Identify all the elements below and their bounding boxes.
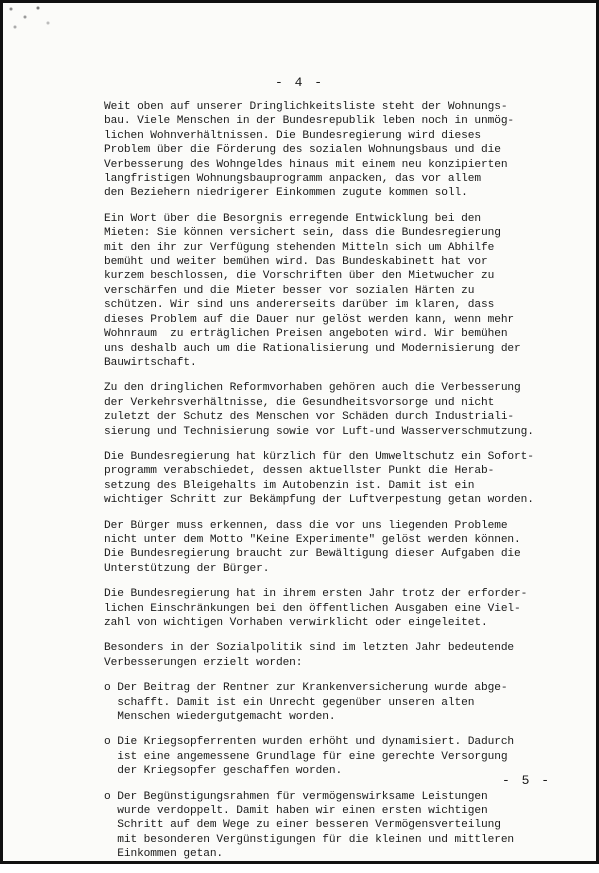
next-page-number: - 5 - [501, 773, 551, 788]
scan-noise [3, 3, 63, 43]
paragraph-housing: Weit oben auf unserer Dringlichkeitsliste steht der Wohnungs- bau. Viele Menschen in der Bundesrepublik leben noch in unmög- lichen Wohnverhältnissen. Die Bundesregierung wird dieses Problem über die Förderung des sozialen Wohnungsbaus und die Verbesserung des Wohngeldes hinaus mit einem neu konzipierten langfristigen Wohnungsbauprogramm anpacken, das vor allem den Beziehern niedrigerer Einkommen zugute kommen soll. [104, 101, 515, 200]
bullet-item-war-victims: o Die Kriegsopferrenten wurden erhöht und dynamisiert. Dadurch ist eine angemessene Grundlage für eine gerechte Versorgung der Kriegsopfer geschaffen worden. [104, 736, 515, 778]
paragraph-rents: Ein Wort über die Besorgnis erregende Entwicklung bei den Mieten: Sie können versichert sein, dass die Bundesregierung mit den ihr zur Verfügung stehenden Mitteln sich um Abhilfe bemüht und weiter bemühen wird. Das Bundeskabinett hat vor kurzem beschlossen, die Vorschriften über den Mietwucher zu verschärfen und die Mieter besser vor sozialen Härten zu schützen. Wir sind uns andererseits darüber im klaren, dass dieses Problem auf die Dauer nur gelöst werden kann, wenn mehr Wohnraum zu erträglichen Preisen angeboten wird. Wir bemühen uns deshalb auch um die Rationalisierung und Modernisierung der Bauwirtschaft. [104, 212, 521, 369]
bullet-item-pension-contribution: o Der Beitrag der Rentner zur Krankenversicherung wurde abge- schafft. Damit ist ein Unrecht gegenüber unseren alten Menschen wiedergutgemacht worden. [104, 682, 508, 724]
paragraph-social-policy: Besonders in der Sozialpolitik sind im letzten Jahr bedeutende Verbesserungen erzielt worden: [104, 642, 515, 669]
page-number: - 4 - [274, 75, 324, 90]
paragraph-first-year: Die Bundesregierung hat in ihrem ersten Jahr trotz der erforder- lichen Einschränkungen bei den öffentlichen Ausgaben eine Viel- zahl von wichtigen Vorhaben verwirklicht oder eingeleitet. [104, 588, 528, 629]
bullet-item-asset-formation: o Der Begünstigungsrahmen für vermögenswirksame Leistungen wurde verdoppelt. Damit haben wir einen ersten wichtigen Schritt auf dem Wege zu einer besseren Vermögensverteilung mit besonderen Vergünstigungen für die kleinen und mittleren Einkommen getan. [104, 790, 515, 861]
paragraph-citizens: Der Bürger muss erkennen, dass die vor uns liegenden Probleme nicht unter dem Motto "Keine Experimente" gelöst werden können. Die Bundesregierung braucht zur Bewältigung dieser Aufgaben die Unterstützung der Bürger. [104, 519, 521, 575]
document-body [104, 100, 574, 873]
paragraph-environment: Die Bundesregierung hat kürzlich für den Umweltschutz ein Sofort- programm verabschiedet, dessen aktuellster Punkt die Herab- setzung des Bleigehalts im Autobenzin ist. Damit ist ein wichtiger Schritt zur Bekämpfung der Luftverpestung getan worden. [104, 450, 534, 507]
paragraph-reforms: Zu den dringlichen Reformvorhaben gehören auch die Verbesserung der Verkehrsverhältnisse, die Gesundheitsvorsorge und nicht zuletzt der Schutz des Menschen vor Schäden durch Industriali- sierung und Technisierung sowie vor Luft-und Wasserverschmutzung. [104, 382, 534, 438]
